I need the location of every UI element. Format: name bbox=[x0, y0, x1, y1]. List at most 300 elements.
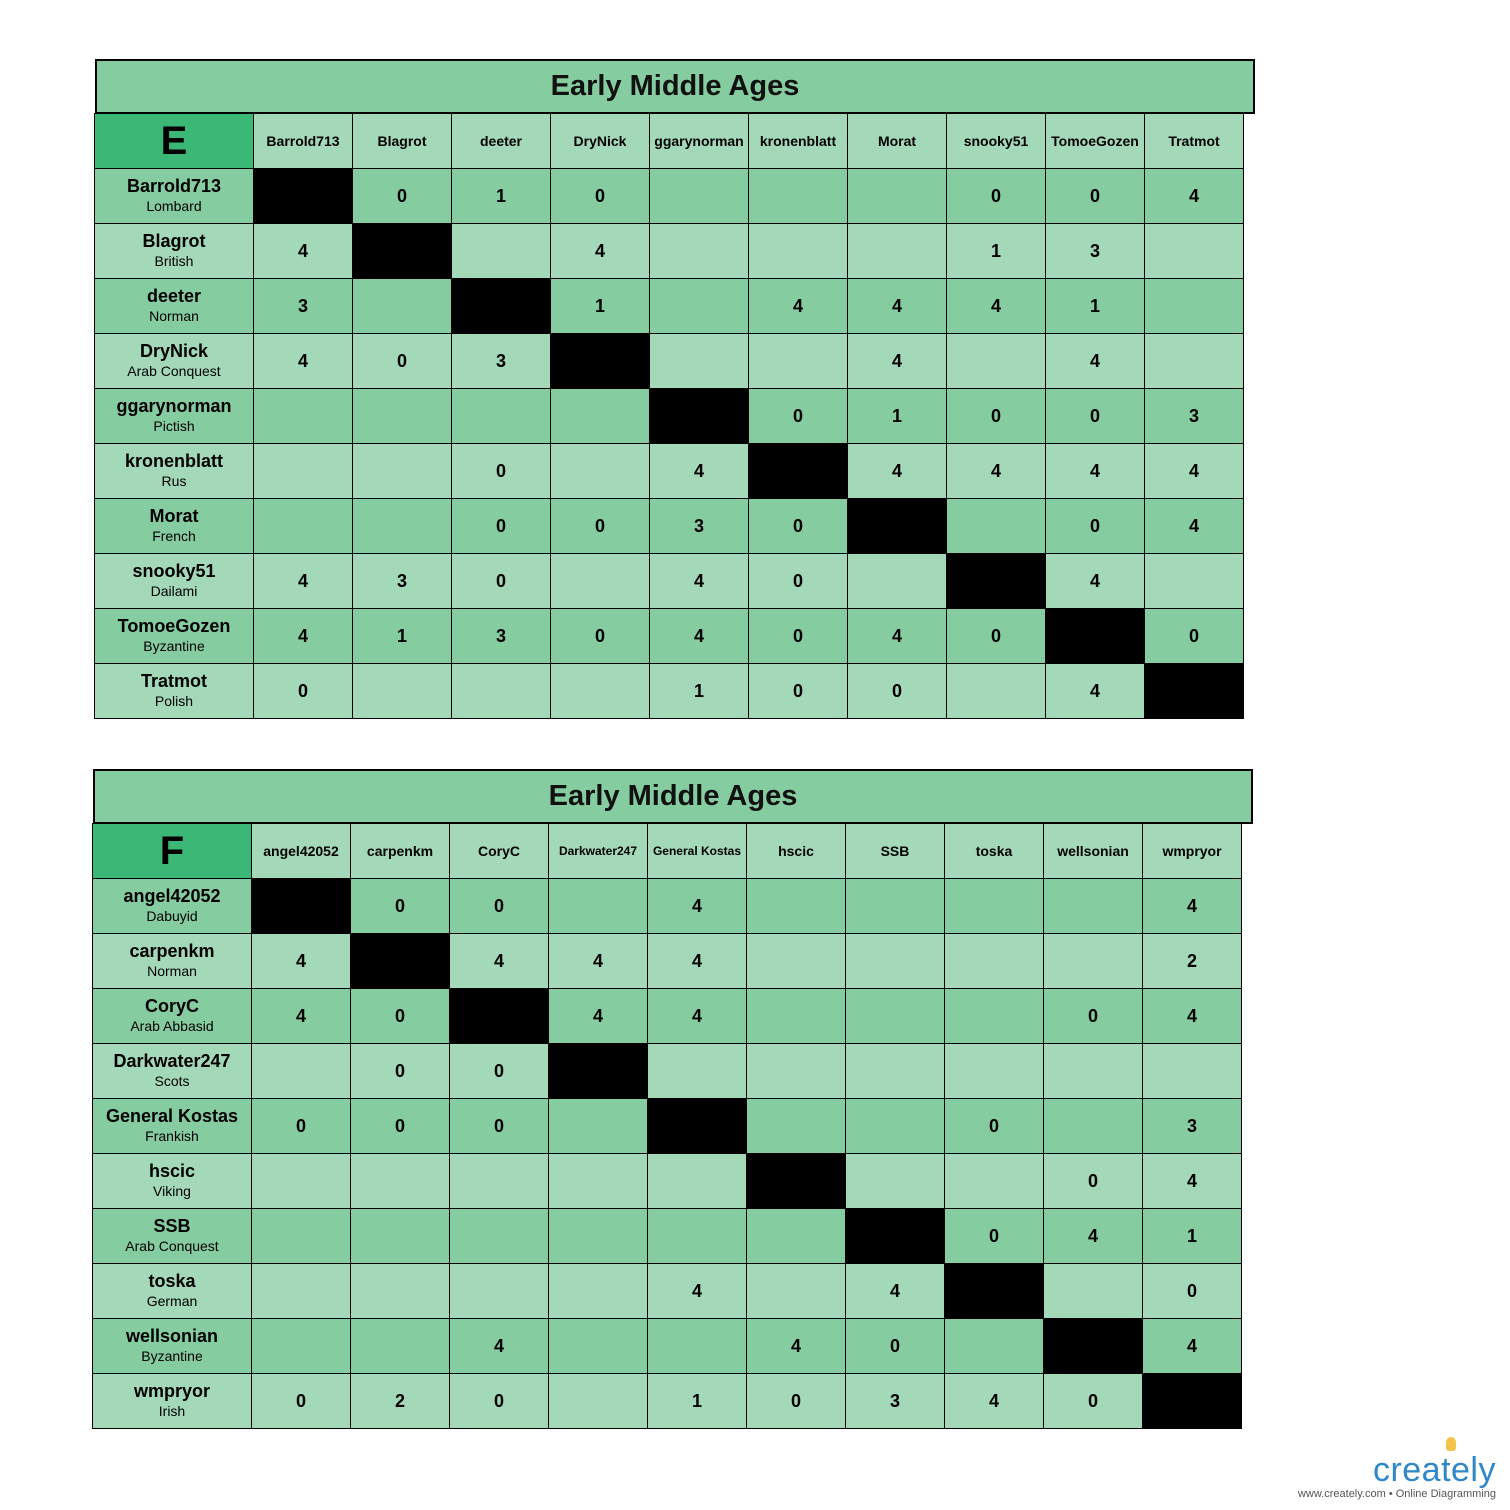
column-header: Blagrot bbox=[352, 113, 452, 169]
score-cell: 0 bbox=[449, 1098, 549, 1154]
score-cell bbox=[845, 988, 945, 1044]
score-cell: 0 bbox=[550, 498, 650, 554]
score-cell bbox=[845, 1098, 945, 1154]
player-civilization: Arab Abbasid bbox=[130, 1018, 214, 1035]
score-cell bbox=[251, 1208, 351, 1264]
score-cell: 4 bbox=[449, 933, 549, 989]
score-cell bbox=[550, 553, 650, 609]
score-cell bbox=[748, 223, 848, 279]
player-row bbox=[95, 499, 1255, 554]
score-cell bbox=[946, 663, 1046, 719]
score-cell bbox=[1043, 933, 1143, 989]
score-cell: 4 bbox=[1043, 1208, 1143, 1264]
score-cell bbox=[748, 168, 848, 224]
score-cell: 0 bbox=[251, 1098, 351, 1154]
row-header bbox=[92, 1098, 252, 1154]
score-cell: 0 bbox=[449, 878, 549, 934]
score-cell: 0 bbox=[449, 1373, 549, 1429]
player-civilization: Frankish bbox=[145, 1128, 199, 1145]
column-header: snooky51 bbox=[946, 113, 1046, 169]
score-cell: 0 bbox=[1043, 1153, 1143, 1209]
player-civilization: Rus bbox=[161, 473, 187, 490]
player-row bbox=[95, 444, 1255, 499]
score-cell: 4 bbox=[550, 223, 650, 279]
score-cell: 0 bbox=[550, 608, 650, 664]
score-cell bbox=[1144, 278, 1244, 334]
score-cell bbox=[449, 1208, 549, 1264]
score-cell: 4 bbox=[1045, 663, 1145, 719]
score-cell bbox=[451, 388, 551, 444]
player-row bbox=[93, 1099, 1253, 1154]
score-cell bbox=[647, 1153, 747, 1209]
score-cell bbox=[352, 388, 452, 444]
score-cell: 1 bbox=[550, 278, 650, 334]
player-row bbox=[95, 389, 1255, 444]
player-row bbox=[93, 989, 1253, 1044]
score-cell: 0 bbox=[251, 1373, 351, 1429]
row-header bbox=[92, 1208, 252, 1264]
player-name: TomoeGozen bbox=[117, 616, 231, 637]
score-cell: 3 bbox=[1144, 388, 1244, 444]
score-cell bbox=[251, 1263, 351, 1319]
player-name: ggarynorman bbox=[116, 396, 232, 417]
score-cell bbox=[449, 1153, 549, 1209]
score-cell: 4 bbox=[847, 333, 947, 389]
player-row bbox=[95, 334, 1255, 389]
score-cell: 0 bbox=[350, 1098, 450, 1154]
player-civilization: Dailami bbox=[150, 583, 198, 600]
score-cell bbox=[1043, 1263, 1143, 1319]
player-name: snooky51 bbox=[132, 561, 216, 582]
score-cell: 0 bbox=[1045, 388, 1145, 444]
player-name: wmpryor bbox=[133, 1381, 211, 1402]
score-cell: 0 bbox=[1045, 498, 1145, 554]
score-cell bbox=[1043, 1098, 1143, 1154]
player-name: General Kostas bbox=[105, 1106, 239, 1127]
score-cell: 4 bbox=[253, 553, 353, 609]
score-cell bbox=[550, 443, 650, 499]
player-civilization: Irish bbox=[158, 1403, 186, 1420]
score-cell: 0 bbox=[1043, 1373, 1143, 1429]
row-header bbox=[94, 388, 254, 444]
score-cell bbox=[548, 1373, 648, 1429]
row-header bbox=[94, 278, 254, 334]
column-header: Tratmot bbox=[1144, 113, 1244, 169]
score-cell: 3 bbox=[845, 1373, 945, 1429]
header-row bbox=[95, 114, 1255, 169]
score-cell: 0 bbox=[748, 388, 848, 444]
player-civilization: Scots bbox=[154, 1073, 190, 1090]
row-header bbox=[94, 443, 254, 499]
score-cell: 0 bbox=[746, 1373, 846, 1429]
score-cell: 4 bbox=[1142, 1153, 1242, 1209]
score-cell: 0 bbox=[847, 663, 947, 719]
diagonal-cell bbox=[649, 388, 749, 444]
score-cell bbox=[550, 663, 650, 719]
diagonal-cell bbox=[845, 1208, 945, 1264]
column-header: SSB bbox=[845, 823, 945, 879]
score-cell: 4 bbox=[1045, 443, 1145, 499]
diagonal-cell bbox=[944, 1263, 1044, 1319]
score-cell: 1 bbox=[451, 168, 551, 224]
player-row bbox=[93, 934, 1253, 989]
player-name: hscic bbox=[148, 1161, 196, 1182]
score-cell: 1 bbox=[647, 1373, 747, 1429]
diagonal-cell bbox=[746, 1153, 846, 1209]
player-row bbox=[95, 554, 1255, 609]
score-cell bbox=[1144, 223, 1244, 279]
score-cell: 4 bbox=[1142, 988, 1242, 1044]
score-cell: 4 bbox=[847, 278, 947, 334]
row-header bbox=[94, 223, 254, 279]
player-name: carpenkm bbox=[129, 941, 215, 962]
score-cell: 0 bbox=[352, 333, 452, 389]
player-civilization: Arab Conquest bbox=[127, 363, 221, 380]
player-civilization: Norman bbox=[147, 963, 197, 980]
score-cell bbox=[350, 1208, 450, 1264]
row-header bbox=[92, 933, 252, 989]
player-name: wellsonian bbox=[125, 1326, 219, 1347]
pairing-grid-f bbox=[93, 769, 1253, 1429]
score-cell bbox=[845, 878, 945, 934]
score-cell: 3 bbox=[649, 498, 749, 554]
column-header: kronenblatt bbox=[748, 113, 848, 169]
diagonal-cell bbox=[1144, 663, 1244, 719]
score-cell bbox=[251, 1043, 351, 1099]
player-row bbox=[95, 664, 1255, 719]
score-cell: 4 bbox=[944, 1373, 1044, 1429]
player-row bbox=[93, 1264, 1253, 1319]
score-cell: 0 bbox=[1043, 988, 1143, 1044]
player-name: Blagrot bbox=[142, 231, 206, 252]
score-cell bbox=[944, 988, 1044, 1044]
score-cell: 1 bbox=[1142, 1208, 1242, 1264]
header-row bbox=[93, 824, 1253, 879]
score-cell: 1 bbox=[847, 388, 947, 444]
score-cell bbox=[451, 223, 551, 279]
score-cell bbox=[548, 1153, 648, 1209]
player-civilization: Lombard bbox=[146, 198, 202, 215]
row-header bbox=[94, 608, 254, 664]
row-header bbox=[92, 878, 252, 934]
diagonal-cell bbox=[550, 333, 650, 389]
score-cell: 4 bbox=[251, 988, 351, 1044]
player-civilization: French bbox=[152, 528, 196, 545]
score-cell bbox=[352, 278, 452, 334]
column-header: angel42052 bbox=[251, 823, 351, 879]
column-header: deeter bbox=[451, 113, 551, 169]
row-header bbox=[94, 168, 254, 224]
player-civilization: Byzantine bbox=[143, 638, 205, 655]
score-cell: 4 bbox=[253, 608, 353, 664]
player-name: Morat bbox=[149, 506, 199, 527]
score-cell bbox=[352, 663, 452, 719]
player-civilization: Byzantine bbox=[141, 1348, 203, 1365]
score-cell: 1 bbox=[946, 223, 1046, 279]
score-cell bbox=[649, 168, 749, 224]
score-cell: 4 bbox=[946, 443, 1046, 499]
score-cell: 4 bbox=[1144, 443, 1244, 499]
score-cell bbox=[647, 1043, 747, 1099]
score-cell: 4 bbox=[1045, 333, 1145, 389]
score-cell bbox=[647, 1208, 747, 1264]
row-header bbox=[92, 1373, 252, 1429]
score-cell: 3 bbox=[451, 608, 551, 664]
score-cell bbox=[251, 1318, 351, 1374]
score-cell: 4 bbox=[748, 278, 848, 334]
pairing-grid-e bbox=[95, 59, 1255, 719]
player-civilization: British bbox=[154, 253, 194, 270]
column-header: toska bbox=[944, 823, 1044, 879]
score-cell bbox=[845, 1043, 945, 1099]
diagonal-cell bbox=[946, 553, 1046, 609]
player-row bbox=[93, 1319, 1253, 1374]
score-cell: 4 bbox=[647, 933, 747, 989]
score-cell: 0 bbox=[350, 878, 450, 934]
score-cell: 0 bbox=[350, 988, 450, 1044]
player-civilization: Dabuyid bbox=[146, 908, 198, 925]
score-cell: 0 bbox=[451, 553, 551, 609]
column-header: Barrold713 bbox=[253, 113, 353, 169]
score-cell bbox=[746, 1263, 846, 1319]
score-cell: 0 bbox=[946, 168, 1046, 224]
diagonal-cell bbox=[451, 278, 551, 334]
score-cell bbox=[746, 1208, 846, 1264]
score-cell: 2 bbox=[1142, 933, 1242, 989]
score-cell: 3 bbox=[352, 553, 452, 609]
player-name: kronenblatt bbox=[124, 451, 223, 472]
column-header: wmpryor bbox=[1142, 823, 1242, 879]
score-cell: 4 bbox=[847, 443, 947, 499]
score-cell bbox=[548, 1263, 648, 1319]
player-name: deeter bbox=[146, 286, 202, 307]
grid-title: Early Middle Ages bbox=[93, 769, 1253, 824]
player-row bbox=[93, 1154, 1253, 1209]
score-cell: 0 bbox=[451, 498, 551, 554]
score-cell bbox=[847, 553, 947, 609]
row-header bbox=[94, 553, 254, 609]
score-cell: 4 bbox=[647, 1263, 747, 1319]
player-row bbox=[95, 279, 1255, 334]
score-cell: 4 bbox=[946, 278, 1046, 334]
diagonal-cell bbox=[1045, 608, 1145, 664]
column-header: DryNick bbox=[550, 113, 650, 169]
score-cell: 0 bbox=[944, 1098, 1044, 1154]
score-cell: 3 bbox=[1045, 223, 1145, 279]
score-cell: 0 bbox=[350, 1043, 450, 1099]
score-cell bbox=[649, 333, 749, 389]
score-cell: 4 bbox=[847, 608, 947, 664]
score-cell: 4 bbox=[449, 1318, 549, 1374]
score-cell: 0 bbox=[352, 168, 452, 224]
score-cell bbox=[449, 1263, 549, 1319]
score-cell bbox=[253, 443, 353, 499]
score-cell: 4 bbox=[647, 878, 747, 934]
score-cell: 2 bbox=[350, 1373, 450, 1429]
score-cell bbox=[946, 498, 1046, 554]
score-cell: 4 bbox=[845, 1263, 945, 1319]
score-cell bbox=[548, 878, 648, 934]
score-cell bbox=[352, 498, 452, 554]
column-header: carpenkm bbox=[350, 823, 450, 879]
score-cell bbox=[746, 988, 846, 1044]
diagonal-cell bbox=[350, 933, 450, 989]
score-cell bbox=[550, 388, 650, 444]
score-cell bbox=[847, 168, 947, 224]
row-header bbox=[92, 1043, 252, 1099]
score-cell: 0 bbox=[845, 1318, 945, 1374]
score-cell bbox=[350, 1153, 450, 1209]
score-cell bbox=[746, 1098, 846, 1154]
score-cell: 0 bbox=[748, 608, 848, 664]
score-cell bbox=[350, 1263, 450, 1319]
score-cell bbox=[451, 663, 551, 719]
creately-logo bbox=[1276, 1451, 1496, 1500]
diagonal-cell bbox=[1043, 1318, 1143, 1374]
score-cell: 4 bbox=[1045, 553, 1145, 609]
score-cell: 0 bbox=[748, 498, 848, 554]
score-cell: 1 bbox=[649, 663, 749, 719]
score-cell: 0 bbox=[748, 663, 848, 719]
score-cell bbox=[944, 933, 1044, 989]
score-cell: 4 bbox=[548, 988, 648, 1044]
score-cell bbox=[649, 278, 749, 334]
row-header bbox=[94, 498, 254, 554]
score-cell: 1 bbox=[1045, 278, 1145, 334]
column-header: Morat bbox=[847, 113, 947, 169]
score-cell: 0 bbox=[944, 1208, 1044, 1264]
score-cell: 4 bbox=[251, 933, 351, 989]
score-cell bbox=[746, 878, 846, 934]
diagonal-cell bbox=[449, 988, 549, 1044]
player-row bbox=[95, 169, 1255, 224]
score-cell bbox=[944, 1153, 1044, 1209]
score-cell: 0 bbox=[946, 608, 1046, 664]
score-cell: 4 bbox=[1142, 1318, 1242, 1374]
player-civilization: Polish bbox=[154, 693, 194, 710]
player-civilization: Arab Conquest bbox=[125, 1238, 219, 1255]
score-cell: 4 bbox=[647, 988, 747, 1044]
score-cell: 4 bbox=[649, 553, 749, 609]
score-cell bbox=[1144, 553, 1244, 609]
score-cell: 0 bbox=[748, 553, 848, 609]
score-cell bbox=[251, 1153, 351, 1209]
score-cell bbox=[647, 1318, 747, 1374]
score-cell bbox=[548, 1208, 648, 1264]
row-header bbox=[92, 1263, 252, 1319]
score-cell: 1 bbox=[352, 608, 452, 664]
score-cell bbox=[253, 388, 353, 444]
score-cell: 4 bbox=[253, 223, 353, 279]
grid-title: Early Middle Ages bbox=[95, 59, 1255, 114]
diagonal-cell bbox=[253, 168, 353, 224]
score-cell bbox=[1043, 878, 1143, 934]
score-cell bbox=[1142, 1043, 1242, 1099]
score-cell bbox=[748, 333, 848, 389]
logo-tagline: www.creately.com • Online Diagramming bbox=[1297, 1488, 1496, 1500]
diagonal-cell bbox=[1142, 1373, 1242, 1429]
score-cell: 0 bbox=[946, 388, 1046, 444]
column-header: Darkwater247 bbox=[548, 823, 648, 879]
player-name: DryNick bbox=[139, 341, 209, 362]
column-header: hscic bbox=[746, 823, 846, 879]
logo-word: creately bbox=[1372, 1451, 1496, 1489]
column-header: CoryC bbox=[449, 823, 549, 879]
player-name: CoryC bbox=[144, 996, 199, 1017]
group-letter: F bbox=[92, 823, 252, 879]
player-name: Darkwater247 bbox=[113, 1051, 231, 1072]
diagonal-cell bbox=[748, 443, 848, 499]
player-row bbox=[93, 1044, 1253, 1099]
score-cell bbox=[253, 498, 353, 554]
score-cell bbox=[845, 1153, 945, 1209]
player-civilization: Norman bbox=[149, 308, 199, 325]
score-cell: 4 bbox=[746, 1318, 846, 1374]
score-cell bbox=[944, 878, 1044, 934]
score-cell: 4 bbox=[649, 443, 749, 499]
score-cell bbox=[649, 223, 749, 279]
player-row bbox=[93, 1209, 1253, 1264]
score-cell: 0 bbox=[1142, 1263, 1242, 1319]
score-cell bbox=[548, 1318, 648, 1374]
player-civilization: Viking bbox=[153, 1183, 191, 1200]
score-cell bbox=[946, 333, 1046, 389]
score-cell: 4 bbox=[1144, 498, 1244, 554]
player-civilization: German bbox=[146, 1293, 198, 1310]
score-cell: 4 bbox=[1142, 878, 1242, 934]
player-row bbox=[93, 879, 1253, 934]
diagonal-cell bbox=[352, 223, 452, 279]
score-cell bbox=[1144, 333, 1244, 389]
score-cell: 3 bbox=[1142, 1098, 1242, 1154]
score-cell bbox=[944, 1318, 1044, 1374]
player-civilization: Pictish bbox=[153, 418, 195, 435]
score-cell: 3 bbox=[451, 333, 551, 389]
row-header bbox=[92, 1153, 252, 1209]
row-header bbox=[92, 988, 252, 1044]
player-name: angel42052 bbox=[123, 886, 221, 907]
player-row bbox=[95, 609, 1255, 664]
score-cell bbox=[352, 443, 452, 499]
column-header: ggarynorman bbox=[649, 113, 749, 169]
score-cell: 0 bbox=[253, 663, 353, 719]
player-row bbox=[95, 224, 1255, 279]
score-cell: 4 bbox=[253, 333, 353, 389]
lightbulb-icon bbox=[1446, 1437, 1456, 1451]
score-cell bbox=[845, 933, 945, 989]
score-cell: 4 bbox=[548, 933, 648, 989]
score-cell: 0 bbox=[550, 168, 650, 224]
column-header: General Kostas bbox=[647, 823, 747, 879]
score-cell bbox=[847, 223, 947, 279]
score-cell: 0 bbox=[451, 443, 551, 499]
score-cell bbox=[746, 933, 846, 989]
score-cell bbox=[1043, 1043, 1143, 1099]
score-cell: 4 bbox=[1144, 168, 1244, 224]
row-header bbox=[94, 663, 254, 719]
score-cell bbox=[746, 1043, 846, 1099]
score-cell: 0 bbox=[1045, 168, 1145, 224]
score-cell: 4 bbox=[649, 608, 749, 664]
player-name: Tratmot bbox=[140, 671, 207, 692]
score-cell bbox=[350, 1318, 450, 1374]
diagonal-cell bbox=[548, 1043, 648, 1099]
row-header bbox=[92, 1318, 252, 1374]
diagonal-cell bbox=[847, 498, 947, 554]
group-letter: E bbox=[94, 113, 254, 169]
column-header: TomoeGozen bbox=[1045, 113, 1145, 169]
score-cell: 3 bbox=[253, 278, 353, 334]
